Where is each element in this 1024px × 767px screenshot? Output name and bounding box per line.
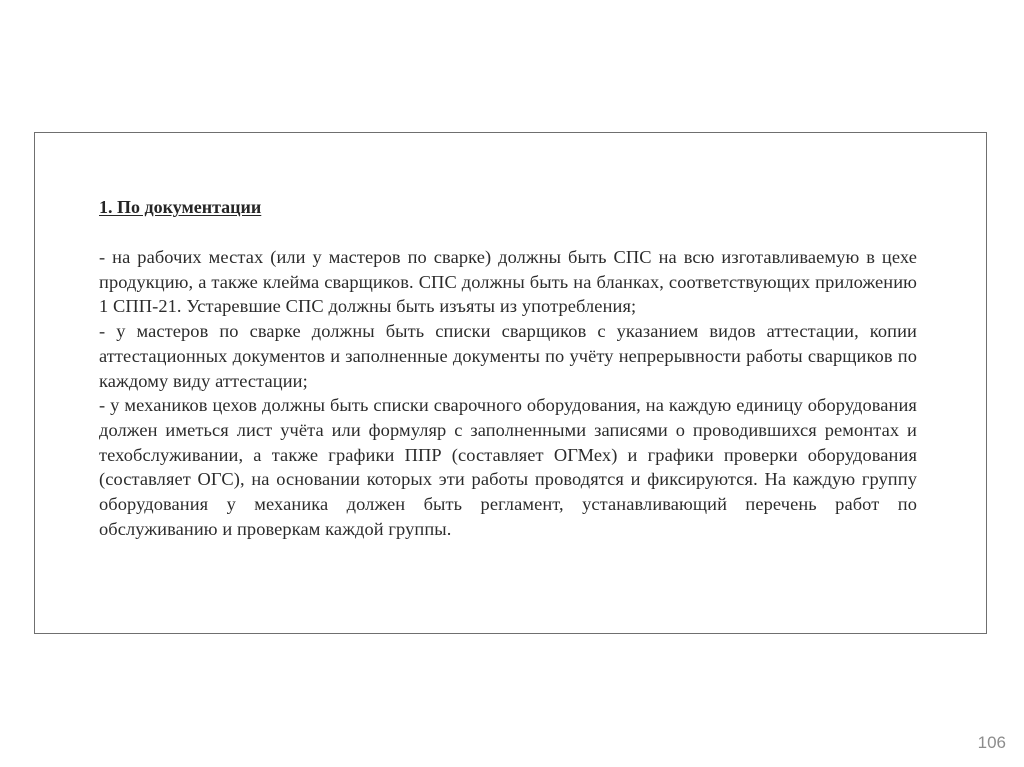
page-number: 106 (977, 733, 1006, 752)
document-body (99, 245, 917, 541)
document-scan-frame (34, 132, 987, 634)
paragraph-workplaces: - на рабочих местах (или у мастеров по сварке) должны быть СПС на всю изготавливаемую в цехе продукцию, а также клейма сварщиков. СПС должны быть на бланках, соответствующих приложению 1 СПП-21. Устаревшие СПС должны быть изъяты из употребления; (99, 247, 917, 317)
paragraph-mechanics: - у механиков цехов должны быть списки сварочного оборудования, на каждую единицу оборудования должен иметься лист учёта или формуляр с заполненными записями о проводившихся ремонтах и техобслуживании, а также графики ППР (составляет ОГМех) и графики проверки оборудования (составляет ОГС), на основании которых эти работы проводятся и фиксируются. На каждую группу оборудования у механика должен быть регламент, устанавливающий перечень работ по обслуживанию и проверкам каждой группы. (99, 395, 917, 539)
document-heading: 1. По документации (99, 197, 262, 217)
paragraph-welding-masters: - у мастеров по сварке должны быть списки сварщиков с указанием видов аттестации, копии аттестационных документов и заполненные документы по учёту непрерывности работы сварщиков по каждому виду аттестации; (99, 321, 917, 391)
